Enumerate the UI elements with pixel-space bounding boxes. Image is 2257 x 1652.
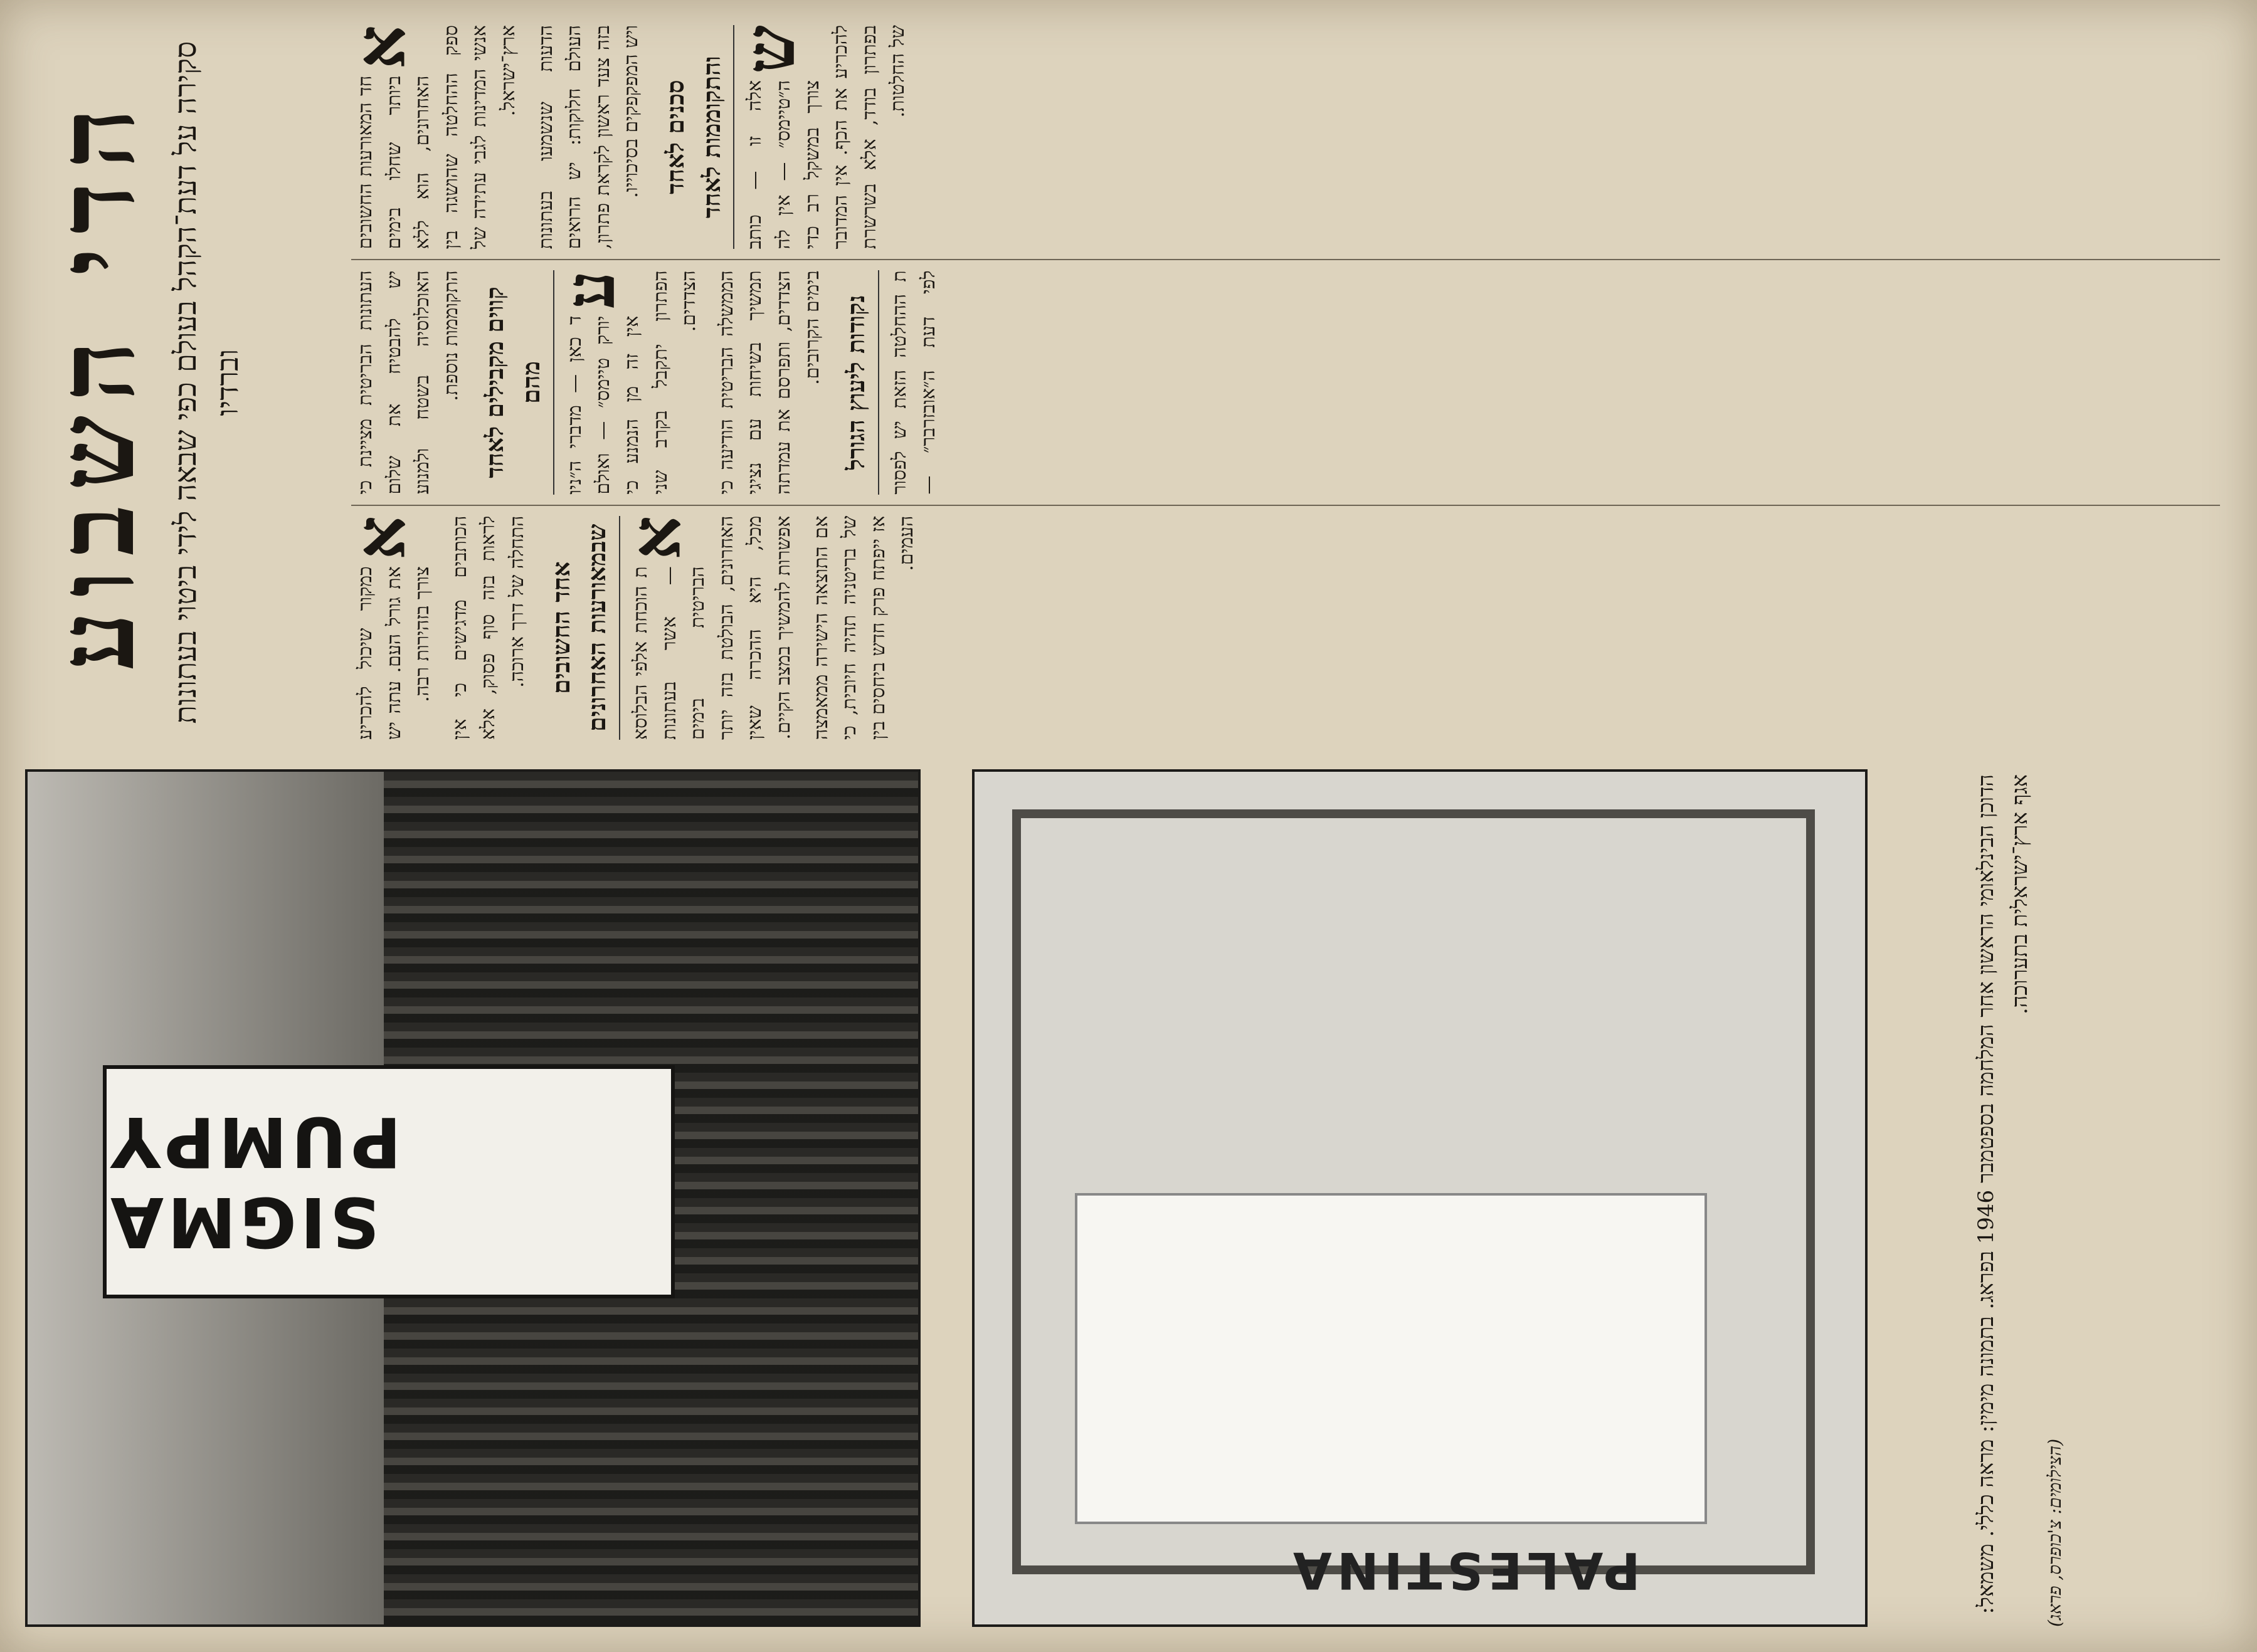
masthead bbox=[33, 38, 249, 727]
dropcap: א bbox=[340, 515, 421, 560]
page-subtitle: סקירה על דעת־הקהל בעולם כפי שבאה לידי ביטוי בעתונות וברדיו bbox=[168, 41, 246, 724]
photo-credit: (הצילומים: צ'כופרס, פראג) bbox=[2044, 1438, 2065, 1627]
page-title: הדי השבוע bbox=[33, 93, 159, 671]
article-heading: נקודות ליעוץ הגורל bbox=[838, 270, 879, 494]
palestina-label: PALESTINA bbox=[1288, 1541, 1641, 1599]
exhibition-crowd-photo bbox=[25, 769, 921, 1627]
dropcap: א bbox=[615, 515, 697, 560]
article bbox=[477, 270, 827, 494]
article-paragraph: חד המאורעות החשובים ביותר שחלו בימים האחרונים, הוא ללא ספק ההחלטה שהושגה בין אנשי המדינות לגבי עתידה של ארץ־ישראל. bbox=[354, 25, 519, 250]
article-paragraph: אלה זו — כותב ה״טיימס״ — אין לה צורך במשקל רב כדי להכריע את הכף. אין המדובר בפתרון בודד, אלא בשרשרת של החלטות. bbox=[744, 25, 909, 250]
stand-panel bbox=[1075, 1193, 1707, 1524]
article-paragraph: העתונות הבריטית מציינת כי יש להבטיח את שלום האוכלוסיה בשטח ולמנוע התקוממות נוספת. bbox=[354, 270, 462, 495]
dropcap: ע bbox=[549, 270, 630, 310]
article-paragraph: ת ההחלטה הזאת יש לפסור לפי דעת ה״אובזרבר״ — כמקור שיכול להכריע את גורל העם. עתה יש צורך בזהירות רבה. bbox=[354, 270, 939, 740]
article-heading: סכנים לאחד והתקוממות לאחד bbox=[657, 25, 735, 249]
article bbox=[340, 25, 646, 250]
dropcap: א bbox=[340, 25, 421, 70]
article-heading: קווים מקבילים לאחד מהם bbox=[477, 270, 554, 494]
article-columns bbox=[340, 25, 2220, 740]
article-paragraph: הדעות שנשמעו בעתונות העולם חלוקות: יש הרואים בזה צעד ראשון לקראת פתרון, ויש המפקפקים בסיכוייו. bbox=[534, 25, 643, 250]
dropcap: ש bbox=[729, 25, 811, 74]
photo-caption: הדוכן הבינלאומי הראשון אחר המלחמה בספטמבר 1946 בפראג. בתמונה מימין: מראה כללי. משמאל: אגף ארץ־ישראלית בתערוכה. bbox=[1974, 774, 2033, 1614]
article-paragraph: ת הוכחת אלפי הבלוסא — אשר בעתונות הבריטית בימים האחרונים, הבולטת בזה יותר מכל, היא ההכרה שאין אפשרות להמשיך במצב הקיים. bbox=[630, 515, 795, 740]
photo-area bbox=[25, 762, 1957, 1627]
article-paragraph: אם התוצאה הישירה ממאמצה של בריטניה תהיה חיובית, כי אז ייפתח פרק חדש ביחסים בין העמים. bbox=[810, 515, 918, 740]
article-paragraph: ד כאן — מדברי ה״ניו יורק טיימס״ — ואולם אין זה מן הנמנע כי הפתרון יתקבל בקרב שני הצדדים. bbox=[563, 270, 700, 495]
palestine-stand-photo bbox=[972, 769, 1868, 1627]
article bbox=[543, 516, 921, 740]
sigma-pumpy-sign: SIGMA PUMPY bbox=[103, 1065, 675, 1298]
article-paragraph: הממשלה הבריטית הודיעה כי תמשיך בשיחות עם נציגי הצדדים, ותפרסם את עמדתה בימים הקרובים. bbox=[715, 270, 823, 495]
article-paragraph: הכותבים מדגישים כי אין לראות בזה סוף פסוק, אלא התחלה של דרך ארוכה. bbox=[448, 515, 528, 740]
article-heading: אחד החשובים שבמאורעות האחרונים bbox=[543, 516, 621, 740]
